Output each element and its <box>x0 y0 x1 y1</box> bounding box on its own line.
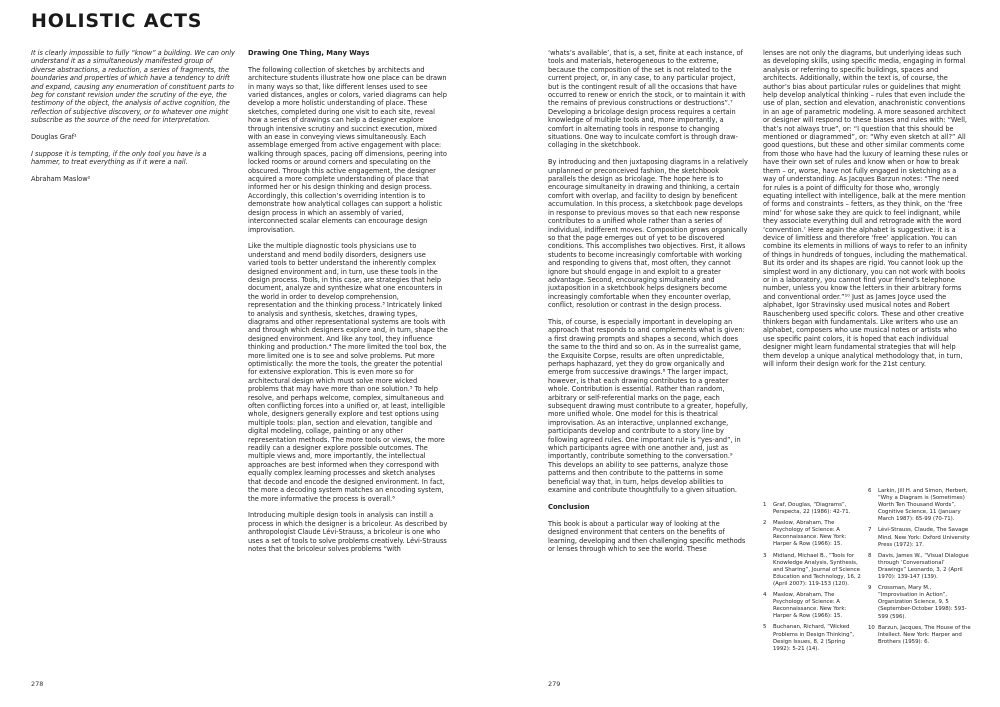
footnote: 7 Lévi-Strauss, Claude, The Savage Mind. New York: Oxford University Press (1972): 17. <box>868 527 970 548</box>
epigraph-author: Douglas Graf¹ <box>31 133 77 142</box>
left-body-column <box>248 49 448 562</box>
body-paragraph: ‘whats’s available’, that is, a set, finite at each instance, of tools and materials, heterogeneous to the extreme, because the composition of the set is not related to the current project, or, in any case, to any particular project, but is the contingent result of all the occasions that have occurred to renew or enrich the stock, or to maintain it with the remains of previous constructions or destructions”.⁷ Developing a bricolage design process requires a certain knowledge of multiple tools and, more importantly, a comfort in alternating tools in response to changing situations. One way to inculcate comfort is through draw-collaging in the sketchbook. <box>548 49 746 150</box>
epigraph-author-2: Abraham Maslow² <box>31 175 91 184</box>
page-number-left: 278 <box>31 680 44 688</box>
epigraph-quote-2: I suppose it is tempting, if the only tool you have is a hammer, to treat everything as if it were a nail. <box>31 149 207 167</box>
body-paragraph: This, of course, is especially important in developing an approach that responds to and complements what is given: a first drawing prompts and shapes a second, which does the same to the third and so on. As in the surrealist game, the Exquisite Corpse, results are often unpredictable, perhaps haphazard, yet they do grow organically and emerge from successive drawings.⁸ The larger impact, however, is that each drawing contributes to a greater whole. Contribution is essential. Rather than random, arbitrary or self-referential marks on the page, each subsequent drawing must contribute to a greater, hopefully, more unified whole. One model for this is theatrical improvisation. As an interactive, unplanned exchange, participants develop and contribute to a story line by following agreed rules. One important rule is “yes-and”, in which participants agree with one another and, just as importantly, contribute something to the conversation.⁹ This develops an ability to see patterns, analyze those patterns and then contribute to the patterns in some beneficial way that, in turn, helps develop abilities to examine and contribute thoughtfully to a given situation. <box>548 317 748 495</box>
footnotes-left <box>763 502 863 657</box>
footnote: 4 Maslow, Abraham, The Psychology of Science: A Reconnaissance. New York: Harper & Row (1966): 15. <box>763 592 847 620</box>
body-paragraph: lenses are not only the diagrams, but underlying ideas such as developing skills, using specific media, engaging in formal analysis or referring to specific buildings, spaces and architects. Additionally, within the text is, of course, the author’s bias about particular rules or guidelines that might help develop analytical thinking – rules that even include the use of plan, section and elevation, anachronistic conventions in an age of parametric modeling. A more seasoned architect or designer will respond to these biases and rules with: “Well, that’s not always true”, or: “I question that this should be mentioned or diagrammed”, or: “Why even sketch at all?” All good questions, but these and other similar comments come from those who have had the luxury of learning these rules or have their own set of rules and know when or how to break them – or, worse, have not fully engaged in sketching as a way of understanding. As Jacques Barzun notes: “The need for rules is a point of difficulty for those who, wrongly equating intellect with intelligence, balk at the mere mention of forms and constraints – fetters, as they think, on the ‘free mind’ for whose sake they are quick to feel indignant, while they associate everything dull and retrograde with the word ‘convention.’ Here again the alphabet is suggestive: it is a device of limitless and therefore ‘free’ application. You can combine its elements in millions of ways to refer to an infinity of things in hundreds of tongues, including the mathematical. But its order and its shapes are rigid. You cannot look up the simplest word in any dictionary, you can not work with books or in a laboratory, you cannot find your friend’s telephone number, unless you know the letters in their arbitrary forms and conventional order.”¹⁰ Just as James Joyce used the alphabet, Igor Stravinsky used musical notes and Robert Rauschenberg used specific colors. These and other creative thinkers began with fundamentals. Like writers who use an alphabet, composers who use musical notes or artists who use specific paint colors, it is hoped that each individual designer might learn fundamental strategies that will help them develop a unique analytical methodology that, in turn, will inform their design work for the 21st century. <box>763 49 968 369</box>
conclusion-heading: Conclusion <box>548 502 590 511</box>
body-paragraph: Introducing multiple design tools in analysis can instill a process in which the designer is a bricoleur. As described by anthropologist Claude Lévi-Strauss, a bricoleur is one who uses a set of tools to solve problems creatively. Lévi-Strauss notes that the bricoleur solves problems “with <box>248 511 448 553</box>
footnote: 8 Davis, James W., “Visual Dialogue through ‘Conversational’ Drawings” Leonardo, 3, 2 (April 1970): 139-147 (139). <box>868 552 969 581</box>
right-body-column-2 <box>763 49 969 377</box>
section-heading: Drawing One Thing, Many Ways <box>248 49 370 57</box>
page-number-right: 279 <box>548 680 561 688</box>
epigraph-column <box>31 49 236 192</box>
right-body-column <box>548 49 748 562</box>
body-paragraph: The following collection of sketches by architects and architecture students illustrate how one place can be drawn in many ways so that, like different lenses used to see varied distances, angles or colors, varied diagrams can help develop a more holistic understanding of place. These sketches, completed during one visit to each site, reveal how a series of drawings can help a designer explore through intensive scrutiny and succinct execution, mixed with an ease in conveying views simultaneously. Each assemblage emerged from active engagement with place: walking through spaces, pacing off dimensions, peering into locked rooms or around corners and speculating on the obscured. Through this active engagement, the designer acquired a more complete understanding of place that informed her or his design thinking and design process. Accordingly, this collection’s overriding intention is to demonstrate how analytical collages can support a holistic design process in which an assembly of varied, interconnected scalar elements can encourage design improvisation. <box>248 65 447 234</box>
footnote: 9 Crossman, Mary M., “Improvisation in Action”, Organization Science, 9, 5 (September-October 1998): 593-599 (596). <box>868 585 967 620</box>
footnote: 3 Midland, Michael B., “Tools for Knowledge Analysis, Synthesis, and Sharing”, Journal of Science Education and Technology, 16, 2 (April 2007): 119-153 (120). <box>763 552 861 587</box>
footnote: 10 Barzun, Jacques, The House of the Intellect. New York: Harper and Brothers (1959): 6. <box>868 624 971 645</box>
footnote: 1 Graf, Douglas, “Diagrams”, Perspecta, 22 (1986): 42-71. <box>763 502 851 516</box>
body-paragraph: Like the multiple diagnostic tools physicians use to understand and mend bodily disorders, designers use varied tools to better understand the inherently complex designed environment and, in turn, use these tools in the design process. Tools, in this case, are strategies that help document, analyze and synthesize what one encounters in the world in order to develop comprehension, representation and the thinking process.³ Intricately linked to analysis and synthesis, sketches, drawing types, diagrams and other representational systems are tools with and through which designers explore and, in turn, shape the designed environment. And like any tool, they influence thinking and production.⁴ The more limited the tool box, the more limited one is to see and solve problems. Put more optimistically: the more the tools, the greater the potential for extensive exploration. This is even more so for architectural design which must solve more wicked problems that may have more than one solution.⁵ To help resolve, and perhaps welcome, complex, simultaneous and often conflicting forces into a unified or, at least, intelligible whole, designers generally explore and test options using multiple tools: plan, section and elevation, tangible and digital modeling, collage, painting or any other representation methods. The more tools or views, the more readily can a designer explore possible outcomes. The multiple views and, more importantly, the intellectual approaches are best informed when they correspond with equally complex learning processes and sketch analyses that decode and encode the designed environment. In fact, the more a decoding system matches an encoding system, the more informative the process is overall.⁶ <box>248 242 448 503</box>
page-title: HOLISTIC ACTS <box>31 10 203 32</box>
footnotes-right <box>868 488 971 650</box>
body-paragraph: This book is about a particular way of looking at the designed environment that centers on the benefits of learning, developing and then challenging specific methods or lenses through which to see the world. These <box>548 519 746 553</box>
epigraph-quote: It is clearly impossible to fully “know” a building. We can only understand it as a simultaneously manifested group of diverse abstractions, a reduction, a series of fragments, the boundaries and properties of which have a tendency to drift and expand, causing any enumeration of constituent parts to beg for constant revision under the scrutiny of the eye, the testimony of the object, the analysis of active cognition, the reflection of subjective discovery, or to whatever one might subscribe as the source of the need for interpretation. <box>31 49 235 125</box>
footnote: 2 Maslow, Abraham, The Psychology of Science: A Reconnaissance. New York: Harper & Row (1966): 15. <box>763 520 847 548</box>
footnote: 5 Buchanan, Richard, “Wicked Problems in Design Thinking”, Design Issues, 8, 2 (Spring 1992): 5-21 (14). <box>763 624 855 652</box>
footnote: 6 Larkin, Jill H. and Simon, Herbert, “Why a Diagram is (Sometimes) Worth Ten Thousand Words”, Cognitive Science, 11 (January March 1987): 65-99 (70-71). <box>868 488 968 523</box>
body-paragraph: By introducing and then juxtaposing diagrams in a relatively unplanned or preconceived fashion, the sketchbook parallels the design as bricolage. The hope here is to encourage simultaneity in drawing and thinking, a certain comfort with overlap, and facility to design by beneficent accumulation. In this process, a sketchbook page develops in response to previous moves so that each new response contributes to a unified whole rather than a series of individual, indifferent moves. Composition grows organically so that the page emerges out of yet to be discovered conditions. This accomplishes two objectives. First, it allows students to become increasingly comfortable with working and responding to givens that, most often, they cannot ignore but should engage in and exploit to a greater advantage. Second, encouraging simultaneity and juxtaposition in a sketchbook helps designers become increasingly comfortable when they encounter overlap, conflict, resolution or contrast in the design process. <box>548 158 748 310</box>
